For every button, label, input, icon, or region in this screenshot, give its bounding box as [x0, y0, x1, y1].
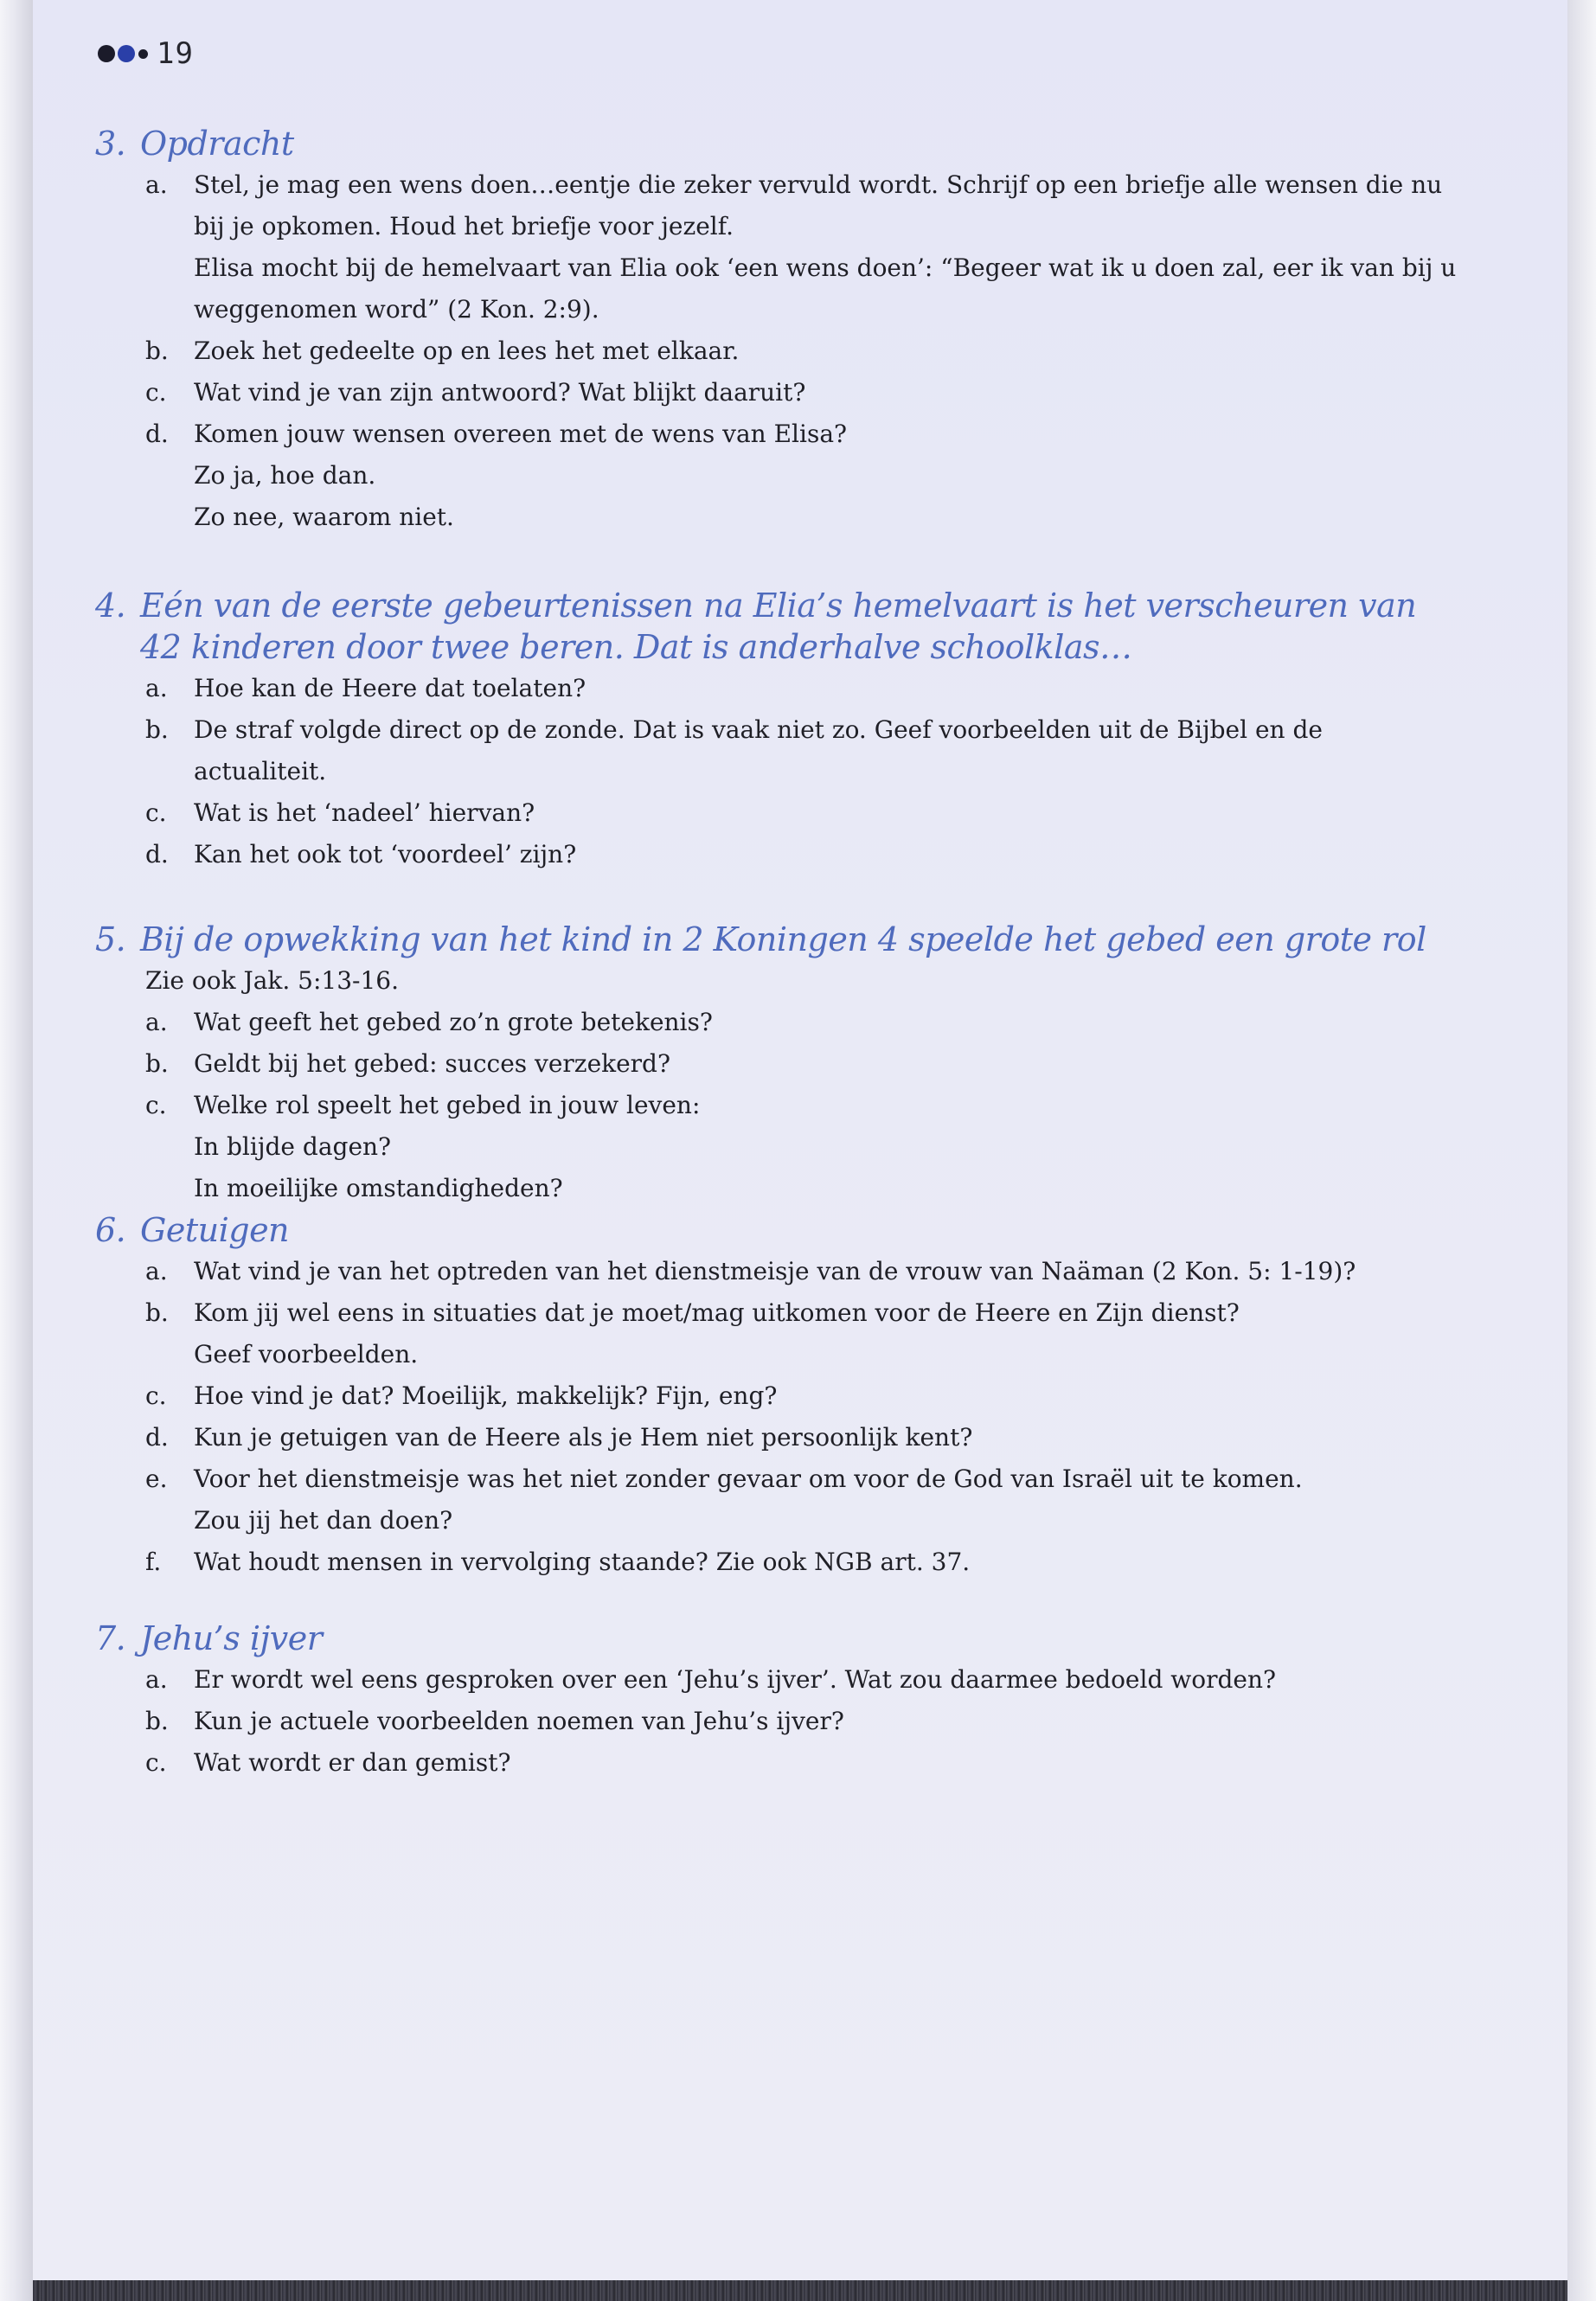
page-right-edge	[1567, 0, 1596, 2301]
section-6	[95, 1209, 1514, 1583]
section-7	[95, 1618, 1514, 1784]
question-d: d. Komen jouw wensen overeen met de wens van Elisa? Zo ja, hoe dan. Zo nee, waarom niet.	[145, 420, 848, 531]
question-c: c. Hoe vind je dat? Moeilijk, makkelijk? Fijn, eng?	[145, 1381, 778, 1410]
folio-dot-icon	[118, 45, 135, 62]
folio-dot-icon	[98, 45, 115, 62]
question-e: e. Voor het dienstmeisje was het niet zonder gevaar om voor de God van Israël uit te komen. Zou jij het dan doen?	[145, 1465, 1303, 1535]
page-number: 19	[157, 36, 194, 71]
section-heading: 7. Jehu’s ijver	[95, 1619, 323, 1657]
question-c: c. Wat is het ‘nadeel’ hiervan?	[145, 798, 535, 827]
question-b: b. Geldt bij het gebed: succes verzekerd?	[145, 1049, 670, 1078]
question-c: c. Wat vind je van zijn antwoord? Wat blijkt daaruit?	[145, 378, 806, 407]
question-b: b. Kom jij wel eens in situaties dat je moet/mag uitkomen voor de Heere en Zijn dienst? Geef voorbeelden.	[145, 1298, 1240, 1368]
section-heading: 6. Getuigen	[95, 1211, 290, 1249]
question-b: b. Kun je actuele voorbeelden noemen van Jehu’s ijver?	[145, 1707, 844, 1735]
question-f: f. Wat houdt mensen in vervolging staande? Zie ook NGB art. 37.	[145, 1548, 971, 1576]
question-a: a. Hoe kan de Heere dat toelaten?	[145, 674, 586, 702]
section-heading: 5. Bij de opwekking van het kind in 2 Koningen 4 speelde het gebed een grote rol	[95, 920, 1426, 958]
question-a: a. Wat vind je van het optreden van het dienstmeisje van de vrouw van Naäman (2 Kon. 5: 1-19)?	[145, 1257, 1356, 1285]
section-4	[95, 585, 1514, 875]
section-5	[95, 919, 1514, 1209]
question-b: b. Zoek het gedeelte op en lees het met elkaar.	[145, 336, 740, 365]
question-d: d. Kun je getuigen van de Heere als je Hem niet persoonlijk kent?	[145, 1423, 973, 1452]
section-heading: 3. Opdracht	[95, 125, 294, 163]
question-b: b. De straf volgde direct op de zonde. Dat is vaak niet zo. Geef voorbeelden uit de Bijbel en de actualiteit.	[145, 715, 1323, 785]
question-d: d. Kan het ook tot ‘voordeel’ zijn?	[145, 840, 577, 868]
question-c: c. Wat wordt er dan gemist?	[145, 1748, 511, 1777]
page-folio	[98, 35, 194, 73]
question-a: a. Er wordt wel eens gesproken over een ‘Jehu’s ijver’. Wat zou daarmee bedoeld worden?	[145, 1665, 1277, 1694]
question-a: a. Stel, je mag een wens doen…eentje die zeker vervuld wordt. Schrijf op een briefje alle wensen die nu bij je opkomen. Houd het briefje voor jezelf. Elisa mocht bij de hemelvaart van Elia ook ‘een wens doen’: “Begeer wat ik u doen zal, eer ik van bij u weggenomen word” (2 Kon. 2:9).	[145, 170, 1457, 324]
section-3	[95, 123, 1514, 538]
question-c: c. Welke rol speelt het gebed in jouw leven: In blijde dagen? In moeilijke omstandigheden?	[145, 1091, 701, 1202]
section-heading: 4. Eén van de eerste gebeurtenissen na Elia’s hemelvaart is het verscheuren van 42 kinderen door twee beren. Dat is anderhalve schoolklas…	[95, 586, 1417, 666]
folio-dot-icon	[138, 49, 148, 59]
question-a: a. Wat geeft het gebed zo’n grote betekenis?	[145, 1008, 713, 1036]
scan-bottom-edge	[33, 2280, 1567, 2301]
section-intro: Zie ook Jak. 5:13-16.	[145, 966, 400, 995]
page-binding-edge	[0, 0, 33, 2301]
